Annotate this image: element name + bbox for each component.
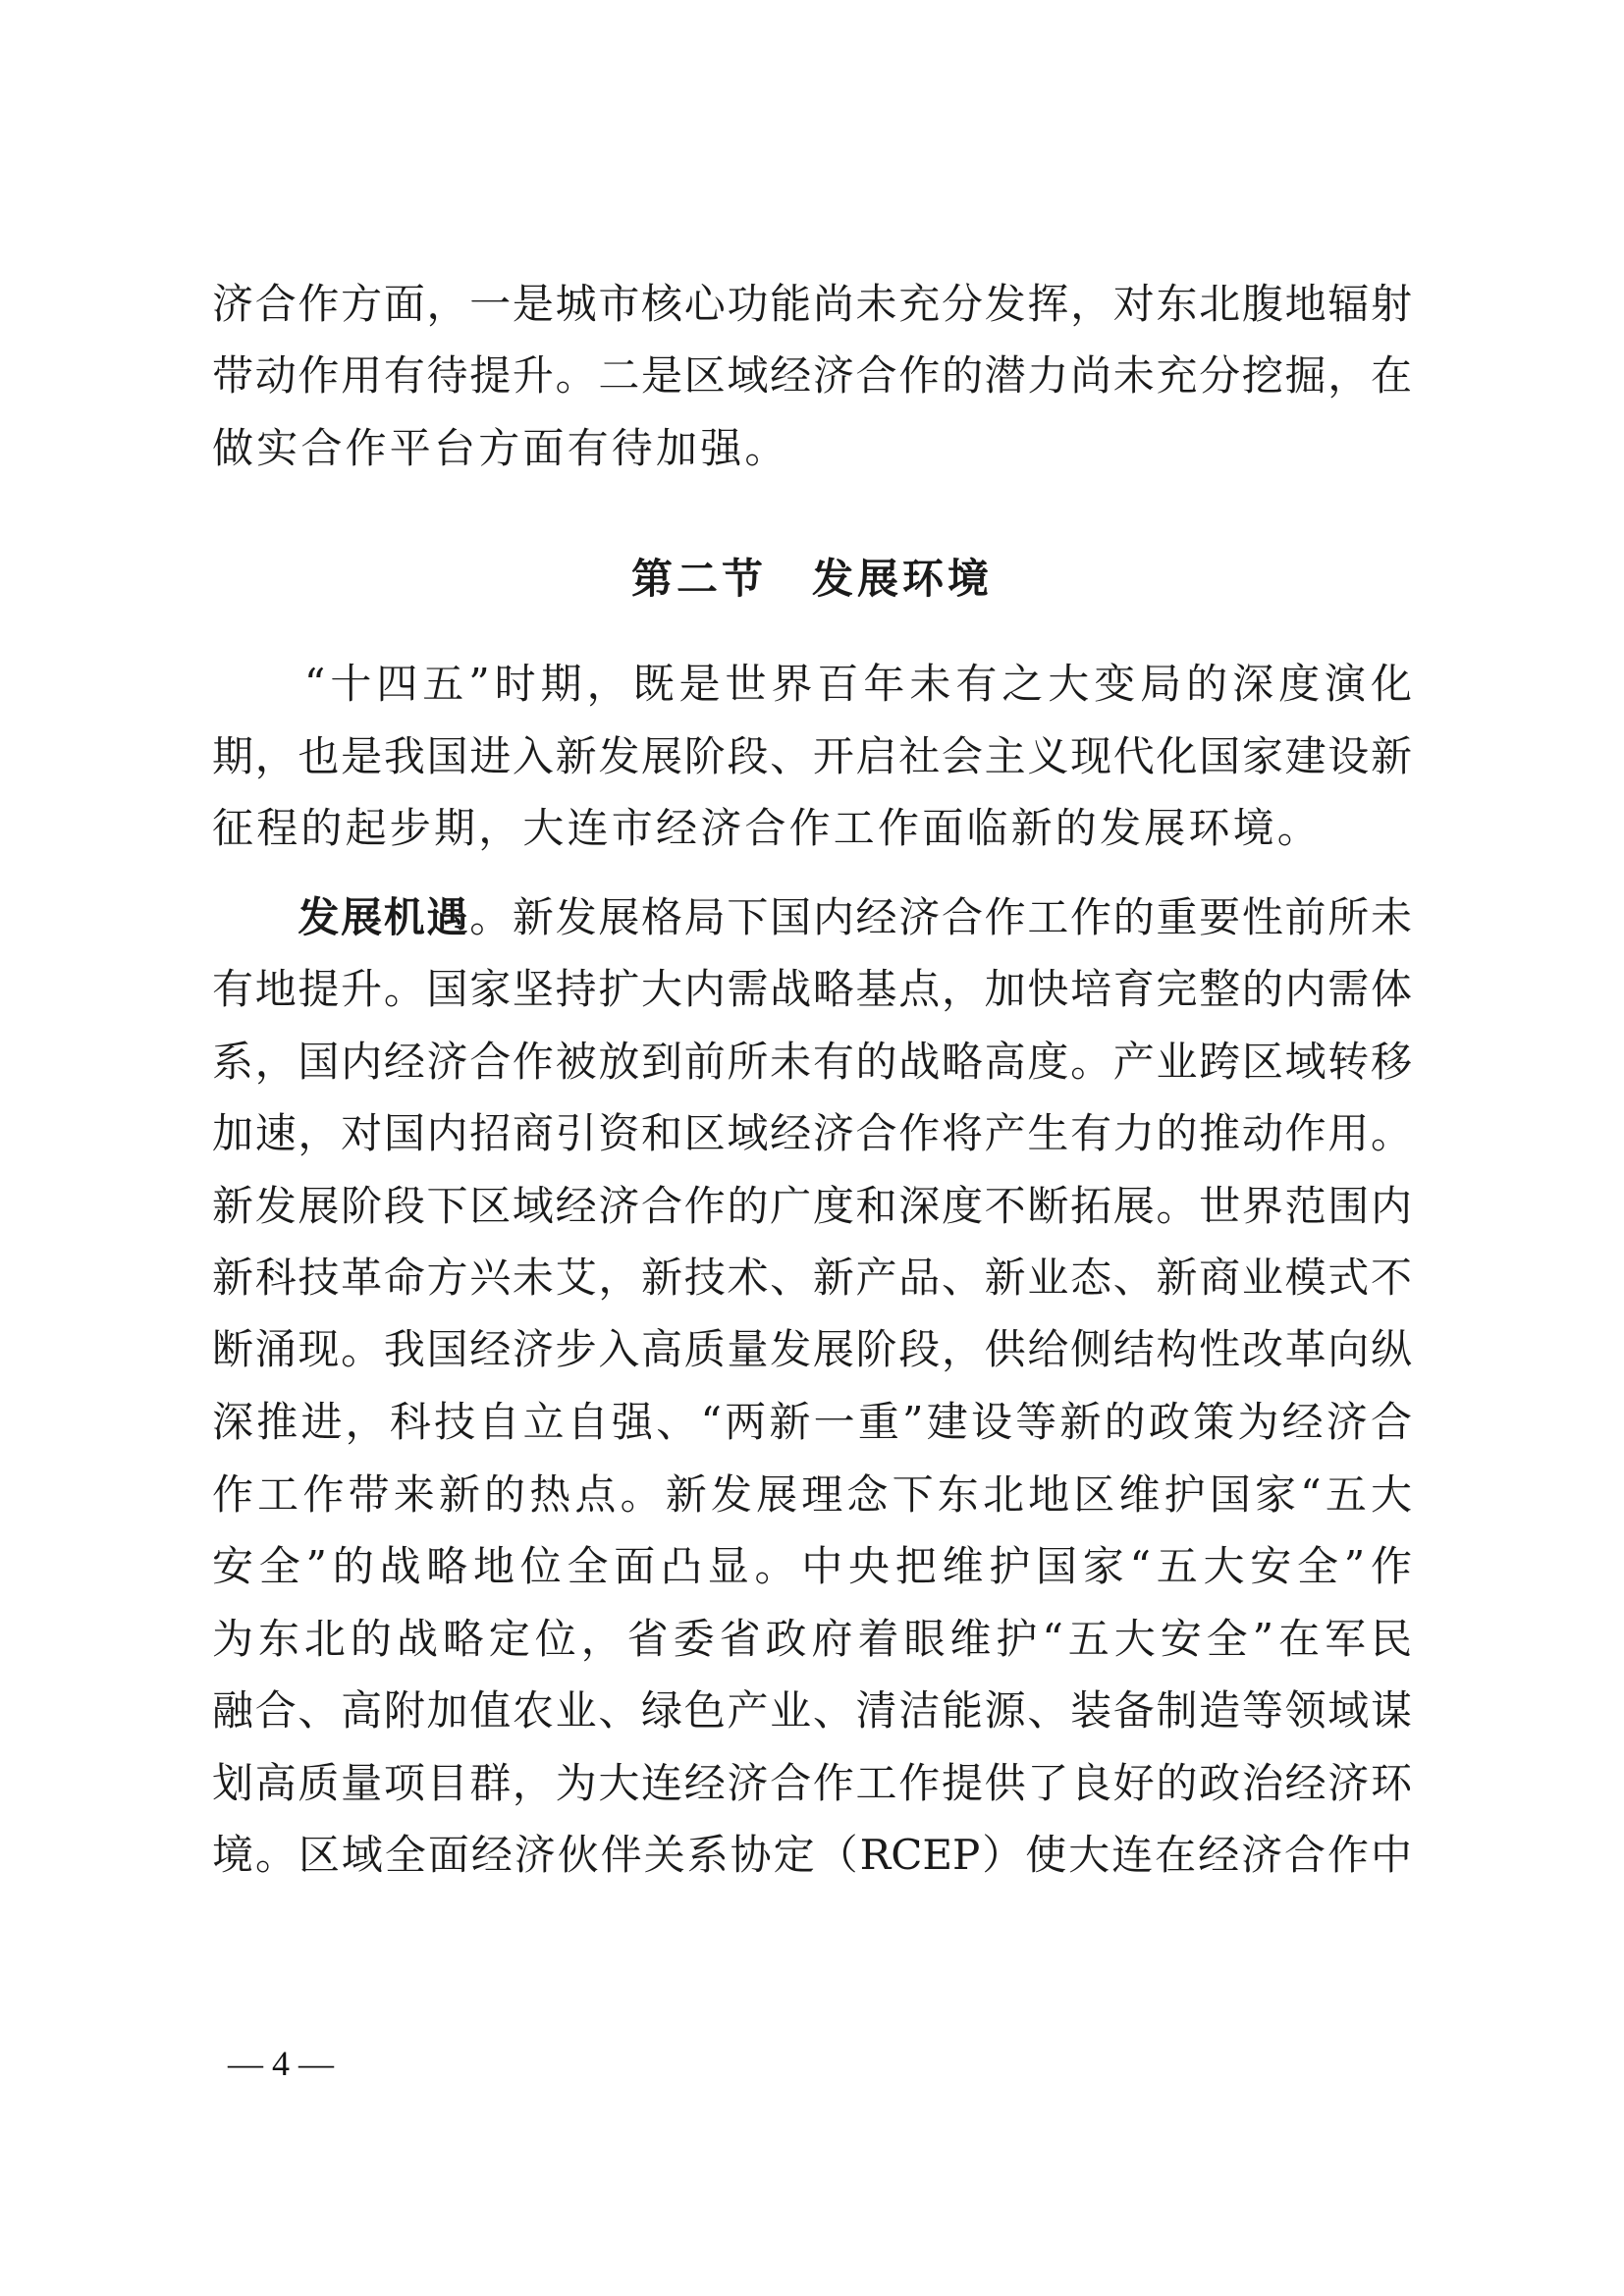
body-text-line: 融合、高附加值农业、绿色产业、清洁能源、装备制造等领域谋: [212, 1686, 1412, 1735]
body-text-line-lead: [212, 888, 1412, 947]
body-text-line: 做实合作平台方面有待加强。: [212, 424, 789, 472]
body-text-line: 系，国内经济合作被放到前所未有的战略高度。产业跨区域转移: [212, 1038, 1412, 1086]
body-text-line: 征程的起步期，大连市经济合作工作面临新的发展环境。: [212, 804, 1323, 852]
body-text-line: 济合作方面，一是城市核心功能尚未充分发挥，对东北腹地辐射: [212, 280, 1412, 328]
body-text-line: 安全”的战略地位全面凸显。中央把维护国家“五大安全”作: [212, 1542, 1412, 1590]
body-text-line: 深推进，科技自立自强、“两新一重”建设等新的政策为经济合: [212, 1398, 1412, 1446]
indent: [212, 893, 298, 941]
body-text-line: “十四五”时期，既是世界百年未有之大变局的深度演化: [212, 660, 1412, 708]
body-text-line: 新科技革命方兴未艾，新技术、新产品、新业态、新商业模式不: [212, 1254, 1412, 1302]
body-text-line: 为东北的战略定位，省委省政府着眼维护“五大安全”在军民: [212, 1615, 1412, 1663]
page-number: — 4 —: [228, 2044, 334, 2083]
body-text-line: 带动作用有待提升。二是区域经济合作的潜力尚未充分挖掘，在: [212, 351, 1412, 400]
body-text-line: 期，也是我国进入新发展阶段、开启社会主义现代化国家建设新: [212, 732, 1412, 780]
bold-lead-term: 发展机遇: [298, 893, 470, 941]
body-text-line: 境。区域全面经济伙伴关系协定（RCEP）使大连在经济合作中: [212, 1831, 1412, 1879]
lead-rest: 。新发展格局下国内经济合作工作的重要性前所未: [469, 893, 1412, 941]
body-text-line: 有地提升。国家坚持扩大内需战略基点，加快培育完整的内需体: [212, 965, 1412, 1013]
body-text-line: 断涌现。我国经济步入高质量发展阶段，供给侧结构性改革向纵: [212, 1325, 1412, 1373]
body-text-line: 作工作带来新的热点。新发展理念下东北地区维护国家“五大: [212, 1470, 1412, 1519]
body-text-line: 新发展阶段下区域经济合作的广度和深度不断拓展。世界范围内: [212, 1182, 1412, 1230]
section-heading: 第二节 发展环境: [630, 555, 993, 603]
body-text-line: 划高质量项目群，为大连经济合作工作提供了良好的政治经济环: [212, 1759, 1412, 1807]
body-text-line: 加速，对国内招商引资和区域经济合作将产生有力的推动作用。: [212, 1109, 1412, 1157]
